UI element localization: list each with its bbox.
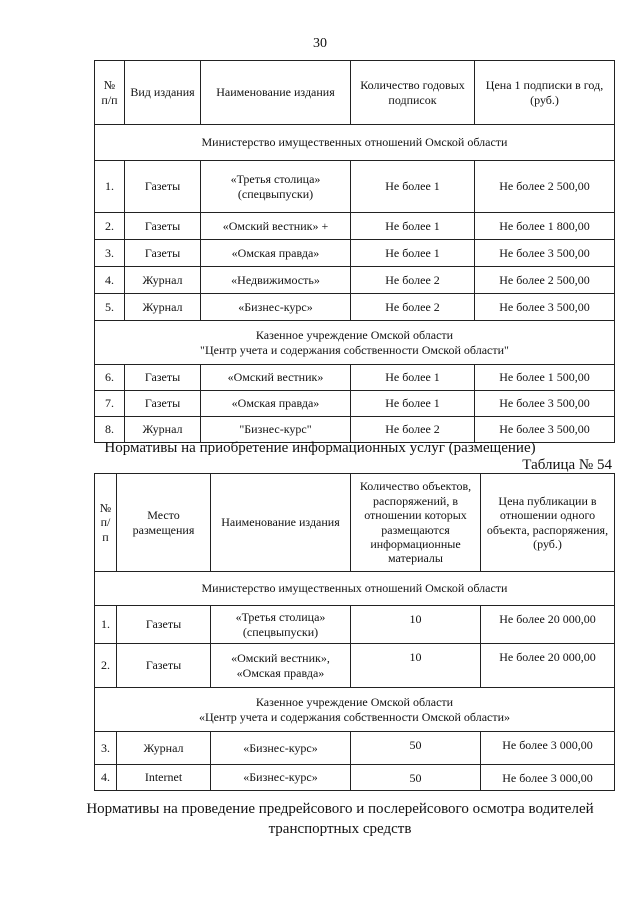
- table-cell: 5.: [95, 294, 125, 321]
- header-cell: Цена 1 подписки в год, (руб.): [475, 61, 615, 125]
- section-title-line: Казенное учреждение Омской области: [255, 695, 454, 710]
- table-cell: Не более 1 800,00: [475, 213, 615, 240]
- table-cell: Не более 2: [351, 294, 475, 321]
- table-cell: Не более 1: [351, 240, 475, 267]
- header-cell: Наименование издания: [201, 61, 351, 125]
- table-cell: Не более 1: [351, 391, 475, 417]
- table-cell: 50: [351, 732, 481, 765]
- table-cell: «Омская правда»: [201, 391, 351, 417]
- table-cell: Журнал: [117, 732, 211, 765]
- table-cell: Не более 2 500,00: [475, 161, 615, 213]
- table-cell: Не более 20 000,00: [481, 606, 615, 644]
- table-cell: Не более 1: [351, 213, 475, 240]
- table-cell: Не более 3 500,00: [475, 417, 615, 443]
- table-cell: Не более 1: [351, 365, 475, 391]
- table-cell: Не более 1 500,00: [475, 365, 615, 391]
- header-cell: Количество годовых подписок: [351, 61, 475, 125]
- table-cell: 10: [351, 606, 481, 644]
- table-row: [95, 417, 615, 443]
- table-cell: 7.: [95, 391, 125, 417]
- section-title-row: [95, 321, 615, 365]
- table-cell: 3.: [95, 732, 117, 765]
- table-row: [95, 765, 615, 791]
- table-cell: Не более 2: [351, 267, 475, 294]
- table-row: [95, 213, 615, 240]
- table-cell: 50: [351, 765, 481, 791]
- table-cell: 3.: [95, 240, 125, 267]
- table-cell: 1.: [95, 161, 125, 213]
- section-title: [95, 321, 615, 365]
- table-cell: 4.: [95, 765, 117, 791]
- table-cell: «Третья столица» (спецвыпуски): [201, 161, 351, 213]
- table-cell: Журнал: [125, 267, 201, 294]
- section-title-line: Казенное учреждение Омской области: [255, 328, 454, 343]
- table-cell: «Омский вестник» +: [201, 213, 351, 240]
- table-cell: 10: [351, 644, 481, 688]
- table-row: [95, 391, 615, 417]
- table-row: [95, 267, 615, 294]
- table-row: [95, 365, 615, 391]
- subscriptions-table: [94, 60, 615, 443]
- placement-table: [94, 473, 615, 791]
- table-header-row: [95, 61, 615, 125]
- table-cell: «Бизнес-курс»: [211, 765, 351, 791]
- table-cell: Не более 3 500,00: [475, 240, 615, 267]
- table-cell: Газеты: [125, 365, 201, 391]
- section-title-row: [95, 125, 615, 161]
- table-cell: Не более 2 500,00: [475, 267, 615, 294]
- table-cell: «Омский вестник»: [201, 365, 351, 391]
- table-cell: «Бизнес-курс»: [201, 294, 351, 321]
- section-title-line: Министерство имущественных отношений Омской области: [201, 581, 508, 596]
- section-title-row: [95, 572, 615, 606]
- table-cell: Не более 1: [351, 161, 475, 213]
- header-cell: № п/п: [95, 61, 125, 125]
- table-cell: 6.: [95, 365, 125, 391]
- table-row: [95, 644, 615, 688]
- table-cell: Газеты: [125, 391, 201, 417]
- table-cell: Internet: [117, 765, 211, 791]
- table-cell: Не более 3 500,00: [475, 294, 615, 321]
- table-row: [95, 161, 615, 213]
- table-cell: Газеты: [117, 644, 211, 688]
- table-cell: «Омская правда»: [201, 240, 351, 267]
- header-cell: Количество объектов, распоряжений, в отношении которых размещаются информационные материалы: [351, 474, 481, 572]
- table-cell: Газеты: [125, 161, 201, 213]
- header-cell: № п/п: [95, 474, 117, 572]
- table-cell: Журнал: [125, 294, 201, 321]
- section-title-line: «Центр учета и содержания собственности Омской области»: [198, 709, 511, 724]
- table-cell: «Бизнес-курс»: [211, 732, 351, 765]
- header-cell: Наименование издания: [211, 474, 351, 572]
- header-cell: Вид издания: [125, 61, 201, 125]
- table-header-row: [95, 474, 615, 572]
- table-cell: 1.: [95, 606, 117, 644]
- section-title: [95, 688, 615, 732]
- section-caption: Нормативы на проведение предрейсового и послерейсового осмотра водителей транспортных средств: [86, 801, 594, 837]
- table-cell: Не более 3 500,00: [475, 391, 615, 417]
- table-row: [95, 606, 615, 644]
- table-cell: Не более 3 000,00: [481, 732, 615, 765]
- table-cell: "Бизнес-курс": [201, 417, 351, 443]
- header-cell: Место размещения: [117, 474, 211, 572]
- table-cell: 2.: [95, 213, 125, 240]
- section-title-row: [95, 688, 615, 732]
- table-cell: Газеты: [117, 606, 211, 644]
- table-cell: 8.: [95, 417, 125, 443]
- section-title: [95, 125, 615, 161]
- header-cell: Цена публикации в отношении одного объекта, распоряжения, (руб.): [481, 474, 615, 572]
- table-cell: Не более 2: [351, 417, 475, 443]
- table-cell: Газеты: [125, 240, 201, 267]
- table-cell: Не более 3 000,00: [481, 765, 615, 791]
- table-cell: «Третья столица» (спецвыпуски): [211, 606, 351, 644]
- table-row: [95, 294, 615, 321]
- section-title-line: Министерство имущественных отношений Омской области: [201, 135, 508, 150]
- page-number: 30: [313, 36, 327, 51]
- table-label: Таблица № 54: [522, 457, 612, 473]
- section-title-line: "Центр учета и содержания собственности Омской области": [200, 342, 509, 357]
- table-cell: «Омский вестник», «Омская правда»: [211, 644, 351, 688]
- table-row: [95, 240, 615, 267]
- table-cell: 2.: [95, 644, 117, 688]
- table-cell: 4.: [95, 267, 125, 294]
- table-cell: Журнал: [125, 417, 201, 443]
- section-caption: Нормативы на приобретение информационных услуг (размещение): [104, 440, 536, 456]
- table-cell: Газеты: [125, 213, 201, 240]
- section-title: [95, 572, 615, 606]
- table-cell: Не более 20 000,00: [481, 644, 615, 688]
- table-row: [95, 732, 615, 765]
- table-cell: «Недвижимость»: [201, 267, 351, 294]
